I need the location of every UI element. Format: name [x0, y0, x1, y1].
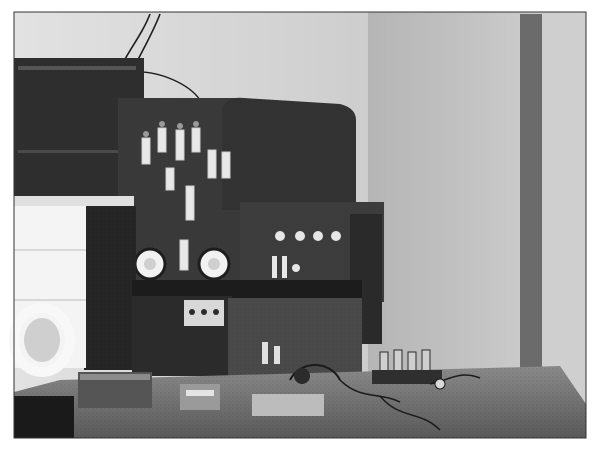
small-device [180, 384, 220, 410]
table-plate [252, 394, 324, 416]
wall-corner-edge [520, 14, 542, 386]
foreground-object [14, 396, 74, 438]
